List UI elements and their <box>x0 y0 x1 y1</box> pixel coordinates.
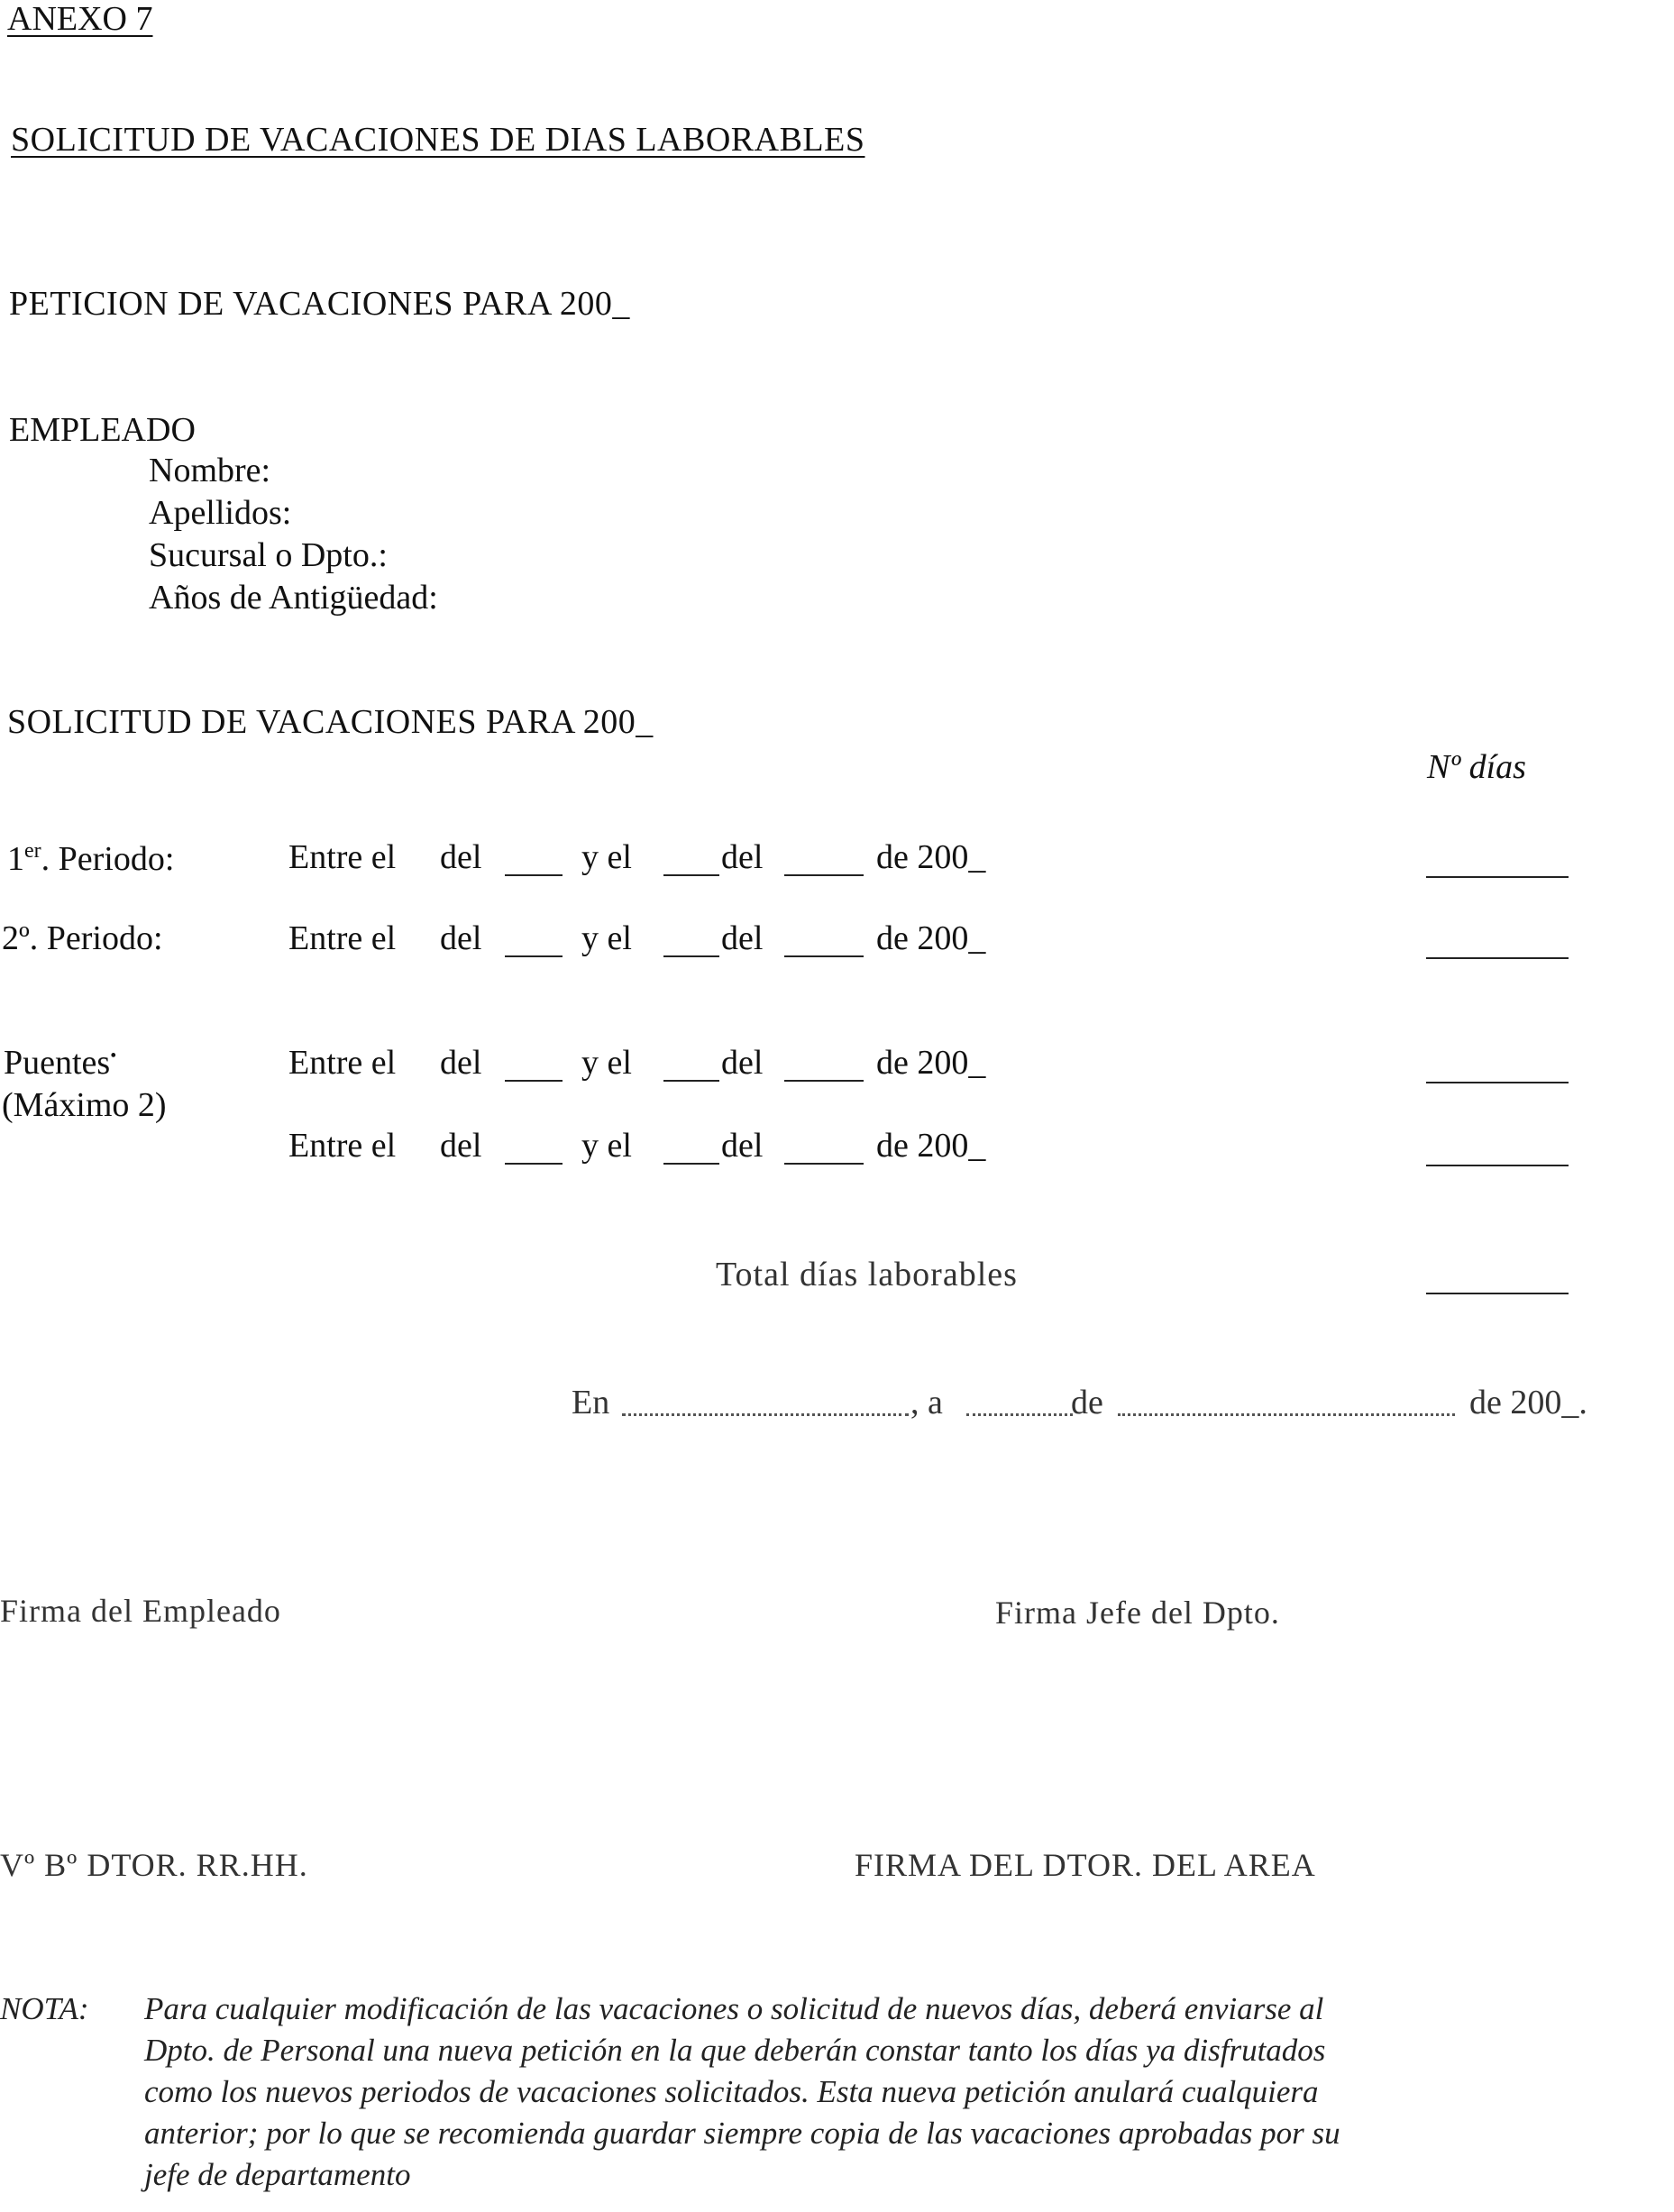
row2-month-blank[interactable] <box>784 955 864 957</box>
row2-day-end-blank[interactable] <box>663 955 719 957</box>
puentes-asterisk: • <box>110 1046 117 1066</box>
row2-ndias-blank[interactable] <box>1426 957 1569 959</box>
row4-day-end-blank[interactable] <box>663 1163 719 1165</box>
period1-label <box>7 840 174 876</box>
row3-ndias-blank[interactable] <box>1426 1082 1569 1083</box>
fecha-en: En <box>572 1384 610 1421</box>
nota-line-5: jefe de departamento <box>144 2157 411 2192</box>
fecha-de: de <box>1071 1384 1103 1421</box>
firma-empleado: Firma del Empleado <box>0 1593 281 1629</box>
field-apellidos: Apellidos: <box>149 494 292 532</box>
row2-del: del <box>440 919 482 957</box>
row1-month-blank[interactable] <box>784 874 864 876</box>
solicitud-label: SOLICITUD DE VACACIONES PARA 200_ <box>7 703 654 741</box>
annex-label: ANEXO 7 <box>7 0 153 38</box>
fecha-day-blank[interactable] <box>966 1413 1073 1416</box>
firma-dtor-area: FIRMA DEL DTOR. DEL AREA <box>855 1847 1316 1883</box>
vb-rrhh: Vº Bº DTOR. RR.HH. <box>0 1847 308 1883</box>
row1-entre: Entre el <box>288 838 397 876</box>
period1-ordinal: er <box>24 839 41 863</box>
row3-y-el: y el <box>581 1044 632 1082</box>
row1-day-start-blank[interactable] <box>505 874 563 876</box>
row1-del: del <box>440 838 482 876</box>
row1-ndias-blank[interactable] <box>1426 876 1569 878</box>
row1-year: de 200_ <box>876 838 986 876</box>
empleado-heading: EMPLEADO <box>9 411 196 449</box>
row4-year: de 200_ <box>876 1127 986 1165</box>
row2-del2: del <box>721 919 764 957</box>
field-nombre: Nombre: <box>149 452 271 489</box>
row3-month-blank[interactable] <box>784 1080 864 1082</box>
period1-num: 1 <box>7 840 24 878</box>
firma-jefe: Firma Jefe del Dpto. <box>995 1595 1280 1631</box>
puentes-label <box>4 1046 116 1080</box>
nota-line-4: anterior; por lo que se recomienda guardar siempre copia de las vacaciones aprobadas por su <box>144 2116 1340 2151</box>
document-title: SOLICITUD DE VACACIONES DE DIAS LABORABLES <box>11 121 865 159</box>
row3-year: de 200_ <box>876 1044 986 1082</box>
row3-entre: Entre el <box>288 1044 397 1082</box>
ndias-header: Nº días <box>1427 748 1526 786</box>
row3-del2: del <box>721 1044 764 1082</box>
row2-year: de 200_ <box>876 919 986 957</box>
row4-day-start-blank[interactable] <box>505 1163 563 1165</box>
row4-del: del <box>440 1127 482 1165</box>
row2-y-el: y el <box>581 919 632 957</box>
row1-y-el: y el <box>581 838 632 876</box>
field-sucursal: Sucursal o Dpto.: <box>149 536 388 574</box>
fecha-place-blank[interactable] <box>622 1413 909 1416</box>
row3-del: del <box>440 1044 482 1082</box>
puentes-text: Puentes <box>4 1044 111 1082</box>
field-antiguedad: Años de Antigüedad: <box>149 579 438 617</box>
row3-day-end-blank[interactable] <box>663 1080 719 1082</box>
row1-del2: del <box>721 838 764 876</box>
row4-y-el: y el <box>581 1127 632 1165</box>
row4-del2: del <box>721 1127 764 1165</box>
row4-ndias-blank[interactable] <box>1426 1165 1569 1166</box>
period2-label: 2º. Periodo: <box>2 919 163 957</box>
nota-line-3: como los nuevos periodos de vacaciones solicitados. Esta nueva petición anulará cualquiera <box>144 2074 1319 2109</box>
nota-line-1: Para cualquier modificación de las vacaciones o solicitud de nuevos días, deberá enviarse al <box>144 1991 1324 2026</box>
nota-line-2: Dpto. de Personal una nueva petición en la que deberán constar tanto los días ya disfrutados <box>144 2033 1326 2068</box>
fecha-year: de 200_. <box>1469 1384 1587 1421</box>
row2-day-start-blank[interactable] <box>505 955 563 957</box>
row2-entre: Entre el <box>288 919 397 957</box>
fecha-month-blank[interactable] <box>1118 1413 1455 1416</box>
peticion-label: PETICION DE VACACIONES PARA 200_ <box>9 285 630 323</box>
period1-text: . Periodo: <box>41 840 175 878</box>
row4-month-blank[interactable] <box>784 1163 864 1165</box>
row3-day-start-blank[interactable] <box>505 1080 563 1082</box>
puentes-max: (Máximo 2) <box>2 1086 167 1124</box>
row1-day-end-blank[interactable] <box>663 874 719 876</box>
nota-label: NOTA: <box>0 1991 89 2026</box>
row4-entre: Entre el <box>288 1127 397 1165</box>
fecha-a: , a <box>910 1384 943 1421</box>
total-ndias-blank[interactable] <box>1426 1293 1569 1294</box>
total-label: Total días laborables <box>716 1256 1018 1293</box>
